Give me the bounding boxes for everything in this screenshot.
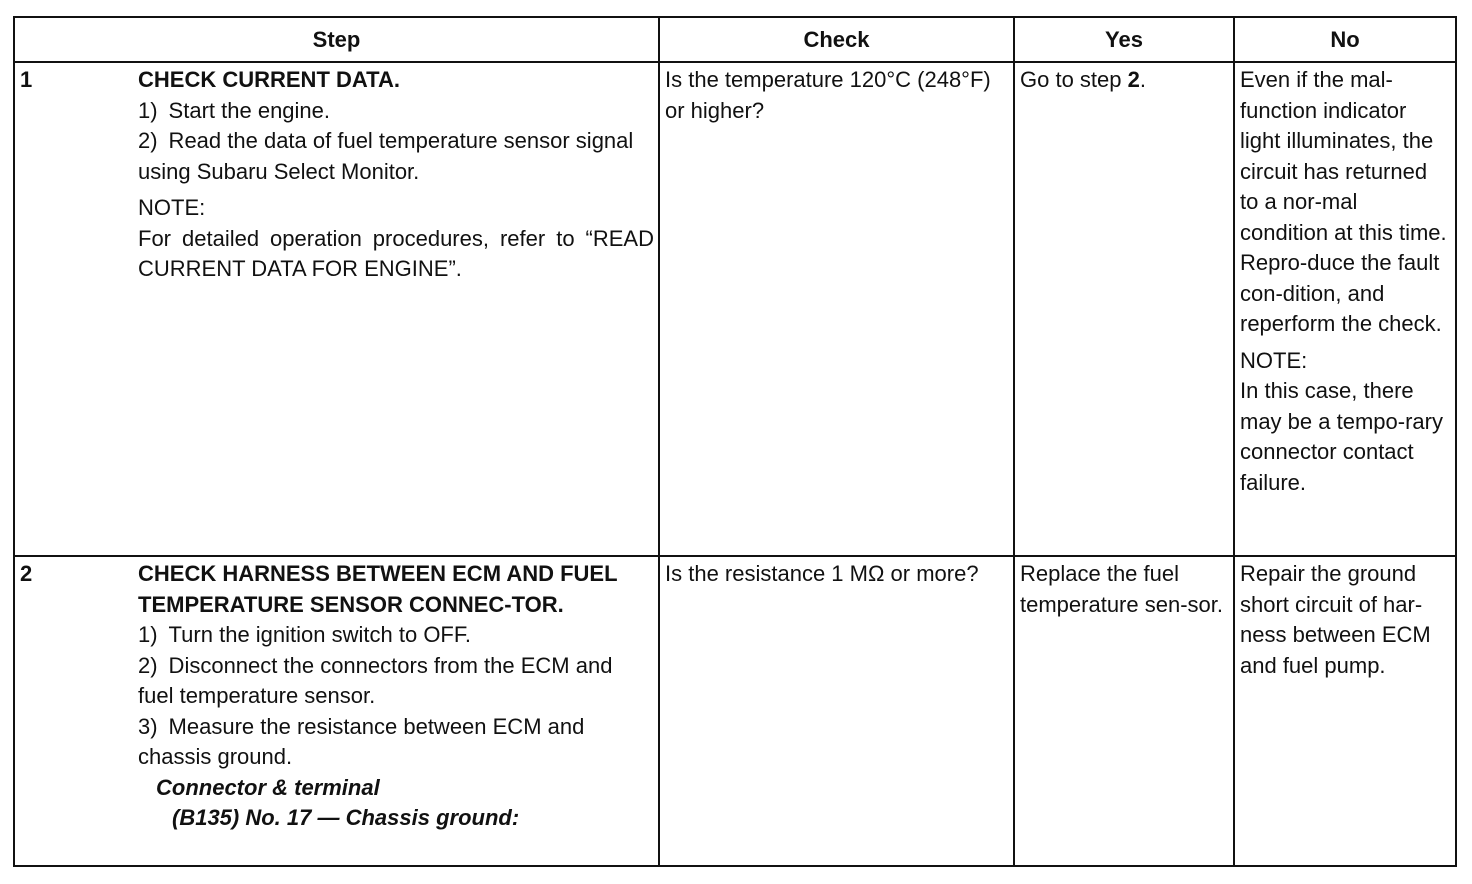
check-cell [659,62,1014,556]
no-note-text: In this case, there may be a tempo-rary connector contact failure. [1240,378,1443,495]
step-title: CHECK CURRENT DATA. [138,67,400,92]
header-yes: Yes [1014,17,1234,62]
header-no: No [1234,17,1456,62]
yes-step-link: 2 [1127,67,1140,92]
yes-action: Replace the fuel temperature sen-sor. [1020,561,1223,617]
yes-cell [1014,62,1234,556]
header-step: Step [14,17,659,62]
step-instruction: 2) Disconnect the connectors from the ECM and fuel temperature sensor. [138,652,613,708]
step-instruction: 3) Measure the resistance between ECM and chassis ground. [138,713,585,769]
yes-action [1015,63,1233,96]
note-label: NOTE: [138,195,206,220]
connector-label: Connector & terminal [156,774,380,800]
connector-value: (B135) No. 17 — Chassis ground: [172,805,520,830]
step-instruction: 1) Turn the ignition switch to OFF. [138,622,471,647]
yes-prefix: Go to step [1020,67,1128,92]
no-cell [1234,62,1456,556]
check-question: Is the temperature 120°C (248°F) or higher? [665,67,991,123]
diagnostic-table [13,16,1457,867]
step-number: 2 [20,561,33,586]
step-cell [14,556,659,866]
step-instruction: 2) Read the data of fuel temperature sensor signal using Subaru Select Monitor. [138,128,634,184]
no-action: Repair the ground short circuit of har-ness between ECM and fuel pump. [1240,561,1431,678]
table-row [14,556,1456,866]
step-instruction: 1) Start the engine. [138,97,331,123]
yes-cell [1014,556,1234,866]
check-question: Is the resistance 1 MΩ or more? [665,561,979,586]
step-title: CHECK HARNESS BETWEEN ECM AND FUEL TEMPERATURE SENSOR CONNEC-TOR. [138,561,618,617]
header-row [14,17,1456,62]
step-cell [14,62,659,556]
yes-suffix: . [1139,67,1146,92]
header-check: Check [659,17,1014,62]
no-action: Even if the mal-function indicator light illuminates, the circuit has returned to a nor-mal condition at this time. Repro-duce the fault con-dition, and reperform the check. [1240,67,1447,336]
table-row [14,62,1456,556]
no-cell [1234,556,1456,866]
note-text: For detailed operation procedures, refer to “READ CURRENT DATA FOR ENGINE”. [138,225,654,281]
check-cell [659,556,1014,866]
step-number: 1 [20,67,33,92]
no-note-label: NOTE: [1240,347,1308,373]
